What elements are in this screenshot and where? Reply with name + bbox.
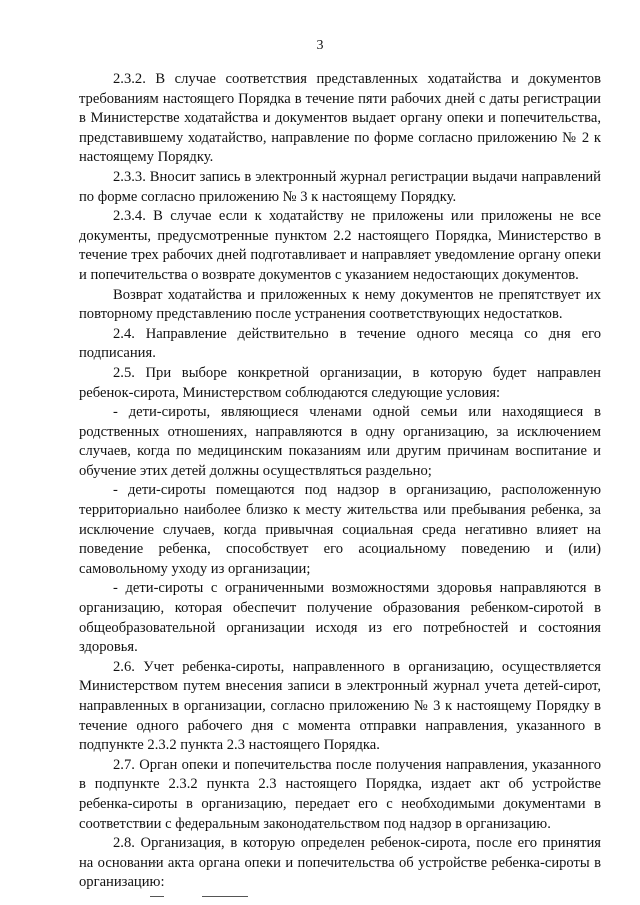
- condition-item-1: - дети-сироты, являющиеся членами одной семьи или находящиеся в родственных отношениях, направляются в одну организацию, за исключением случаев, когда по медицинским показаниям или другим причинам воспитание и обучение этих детей должны осуществляться раздельно;: [79, 404, 601, 479]
- paragraph-2-6: 2.6. Учет ребенка-сироты, направленного в организацию, осуществляется Министерством путем внесения записи в электронный журнал учета детей-сирот, направленных в организации, согласно приложению № 3 к настоящему Порядку в течение одного рабочего дня с момента отправки направления, указанного в подпункте 2.3.2 пункта 2.3 настоящего Порядка.: [79, 658, 601, 754]
- paragraph-2-7: 2.7. Орган опеки и попечительства после получения направления, указанного в подпункте 2.3.2 пункта 2.3 настоящего Порядка, издает акт об устройстве ребенка-сироты в организацию, передает его с необходимыми документами в соответствии с федеральным законодательством под надзор в организацию.: [79, 756, 601, 832]
- paragraph-2-3-3: 2.3.3. Вносит запись в электронный журнал регистрации выдачи направлений по форме согласно приложению № 3 к настоящему Порядку.: [79, 168, 601, 205]
- paragraph-return: Возврат ходатайства и приложенных к нему документов не препятствует их повторному представлению после устранения соответствующих недостатков.: [79, 286, 601, 323]
- condition-item-3: - дети-сироты с ограниченными возможностями здоровья направляются в организацию, которая обеспечит получение образования ребенком-сиротой в общеобразовательной организации исходя из его потребностей и состояния здоровья.: [79, 580, 601, 656]
- scan-mark: [150, 862, 160, 865]
- scan-footer-line: [150, 896, 260, 898]
- paragraph-2-8: 2.8. Организация, в которую определен ребенок-сирота, после его принятия на основании акта органа опеки и попечительства об устройстве ребенка-сироты в организацию:: [79, 835, 601, 891]
- paragraph-2-4: 2.4. Направление действительно в течение одного месяца со дня его подписания.: [79, 325, 601, 362]
- paragraph-2-5: 2.5. При выборе конкретной организации, в которую будет направлен ребенок-сирота, Министерством соблюдаются следующие условия:: [79, 364, 601, 401]
- condition-item-2: - дети-сироты помещаются под надзор в организацию, расположенную территориально наиболее близко к месту жительства или пребывания ребенка, за исключение случаев, когда привычная социальная среда негативно влияет на поведение ребенка, способствует его асоциальному поведению и (или) самовольному уходу из организации;: [79, 482, 601, 577]
- paragraph-2-3-2: 2.3.2. В случае соответствия представленных ходатайства и документов требованиям настоящего Порядка в течение пяти рабочих дней с даты регистрации в Министерстве ходатайства и документов выдает органу опеки и попечительства, представившему ходатайство, направление по форме согласно приложению № 2 к настоящему Порядку.: [79, 71, 601, 166]
- paragraph-2-3-4: 2.3.4. В случае если к ходатайству не приложены или приложены не все документы, предусмотренные пунктом 2.2 настоящего Порядка, Министерство в течение трех рабочих дней подготавливает и направляет уведомление органу опеки и попечительства о возврате документов с указанием недостающих документов.: [79, 208, 601, 283]
- page-number: 3: [316, 38, 324, 53]
- document-body: [79, 70, 601, 893]
